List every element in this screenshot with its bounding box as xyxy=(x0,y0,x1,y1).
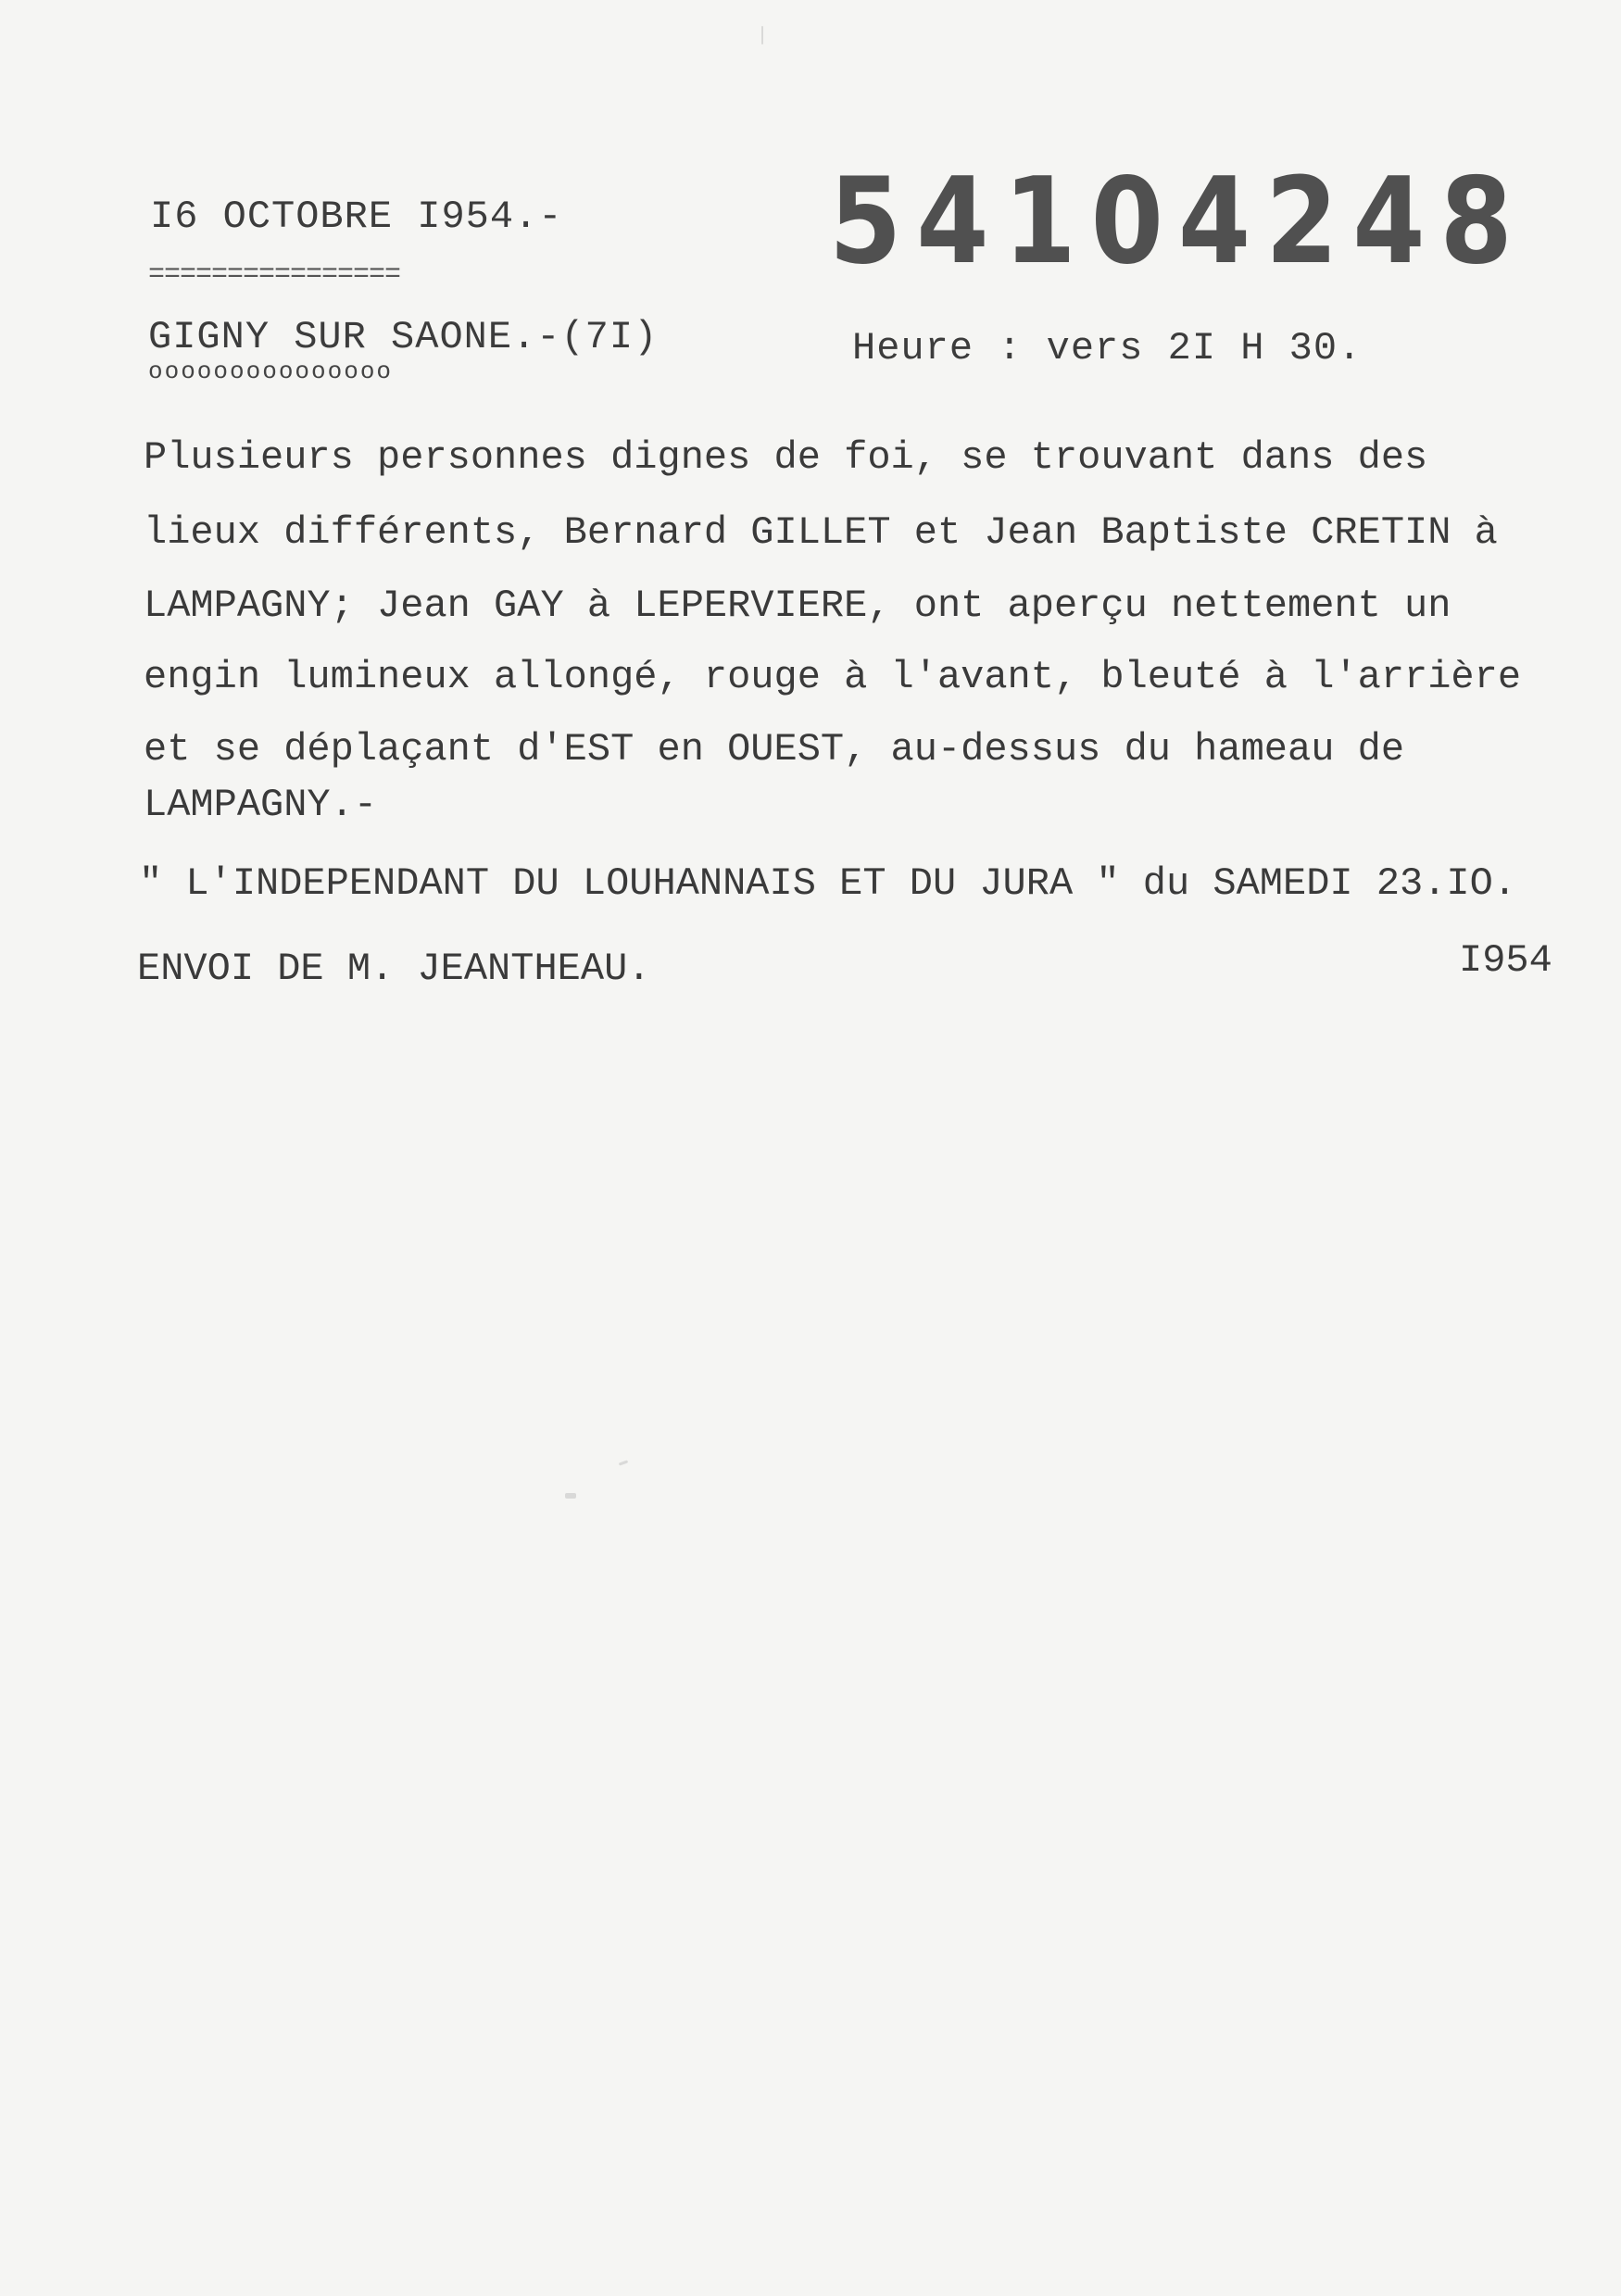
sender-line: ENVOI DE M. JEANTHEAU. xyxy=(137,947,651,991)
body-line-6: LAMPAGNY.- xyxy=(144,783,378,827)
body-line-4: engin lumineux allongé, rouge à l'avant, bleuté à l'arrière xyxy=(144,655,1522,699)
body-line-1: Plusieurs personnes dignes de foi, se trouvant dans des xyxy=(144,435,1428,480)
report-date: I6 OCTOBRE I954.- xyxy=(150,194,563,239)
paper-mark xyxy=(565,1493,576,1499)
file-number-stamp: 54104248 xyxy=(829,153,1527,291)
report-time: Heure : vers 2I H 30. xyxy=(852,326,1363,370)
paper-mark xyxy=(619,1460,628,1465)
newspaper-source: " L'INDEPENDANT DU LOUHANNAIS ET DU JURA " du SAMEDI 23.IO. xyxy=(139,861,1517,906)
location-underline: ooooooooooooooo xyxy=(148,358,394,385)
source-year: I954 xyxy=(1459,938,1552,983)
paper-mark xyxy=(761,26,763,44)
body-line-2: lieux différents, Bernard GILLET et Jean Baptiste CRETIN à xyxy=(144,510,1498,555)
body-line-5: et se déplaçant d'EST en OUEST, au-dessus du hameau de xyxy=(144,727,1405,772)
body-line-3: LAMPAGNY; Jean GAY à LEPERVIERE, ont aperçu nettement un xyxy=(144,583,1451,628)
date-underline: ================ xyxy=(148,259,401,291)
report-location: GIGNY SUR SAONE.-(7I) xyxy=(148,315,659,359)
